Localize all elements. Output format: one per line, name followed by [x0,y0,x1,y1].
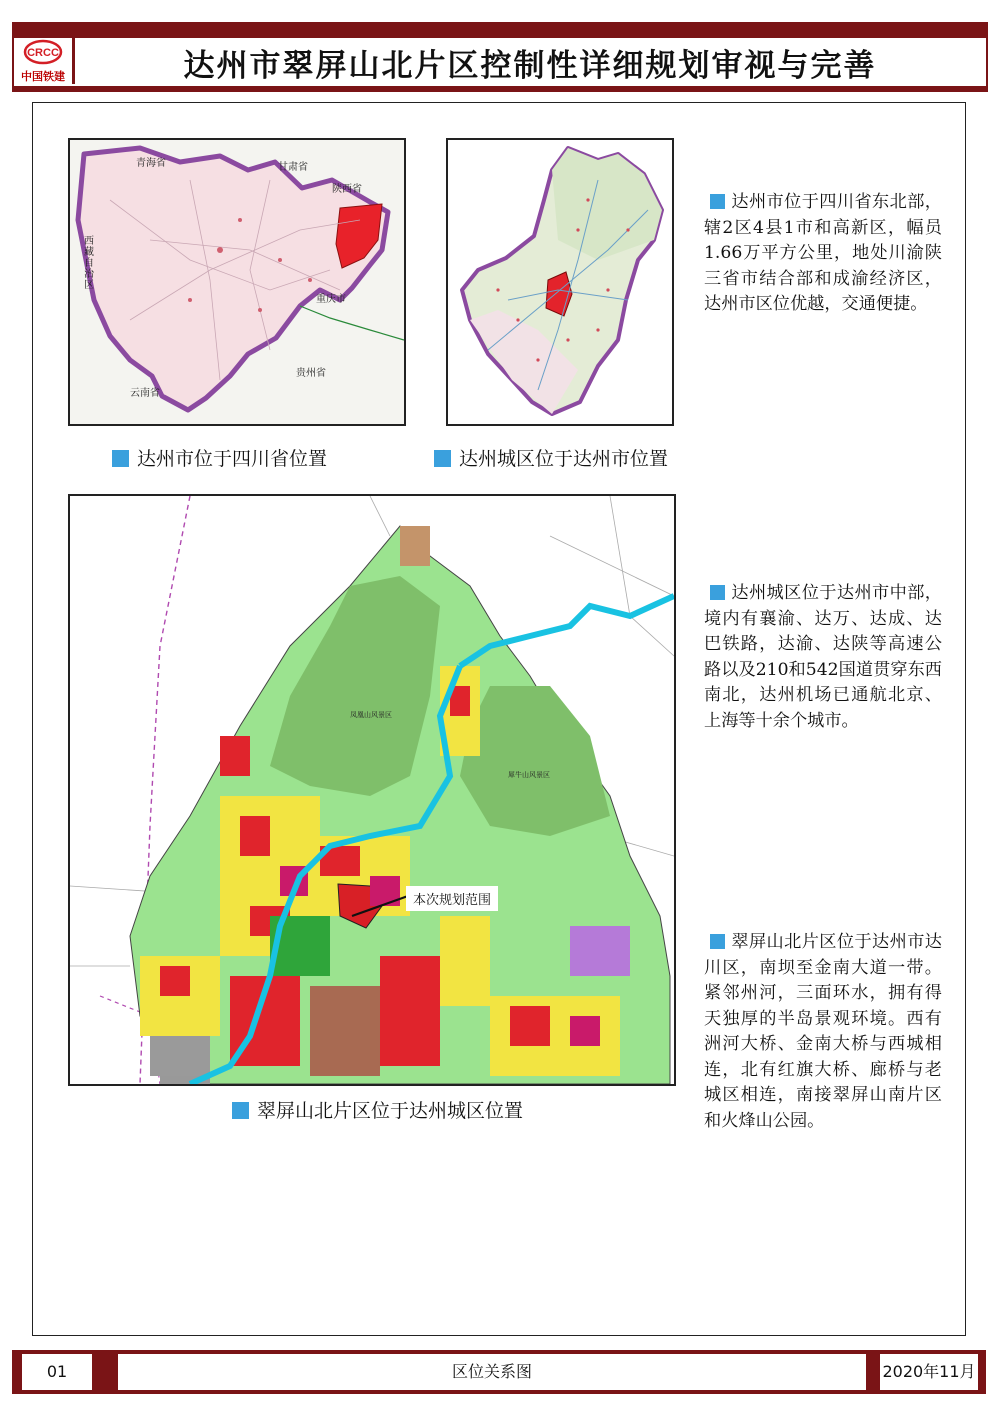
bullet-square-icon [710,585,725,600]
footer-page-number: 01 [22,1354,92,1390]
district-map[interactable] [68,494,676,1086]
district-map-graphic [70,496,674,1084]
paragraph-cuipingshan-location [704,930,942,1134]
label-fenghuang: 凤凰山风景区 [350,711,392,719]
caption-city-text: 达州城区位于达州市位置 [459,448,669,470]
label-yunnan: 云南省 [130,388,160,399]
paragraph-text: 达州市位于四川省东北部，辖2区4县1市和高新区，幅员1.66万平方公里，地处川渝陕三省市结合部和成渝经济区，达州市区位优越，交通便捷。 [704,192,942,314]
label-chongqing: 重庆市 [316,294,346,305]
city-map-graphic [448,140,672,424]
header-top-bar [12,22,986,38]
planning-area-callout: 本次规划范围 [406,886,498,911]
caption-district-text: 翠屏山北片区位于达州城区位置 [257,1100,524,1122]
caption-province [112,444,327,471]
footer-sheet-title: 区位关系图 [118,1354,866,1390]
city-map[interactable] [446,138,674,426]
caption-district [232,1096,523,1123]
header-underline [12,86,986,90]
paragraph-text: 翠屏山北片区位于达州市达川区，南坝至金南大道一带。紧邻州河，三面环水，拥有得天独厚的半岛景观环境。西有洲河大桥、金南大桥与西城相连，北有红旗大桥、廊桥与老城区相连，南接翠屏山南片区和火烽山公园。 [704,932,942,1131]
label-xiniu: 犀牛山风景区 [508,771,550,779]
province-map[interactable] [68,138,406,426]
bullet-square-icon [112,450,129,467]
bullet-square-icon [710,934,725,949]
bullet-square-icon [232,1102,249,1119]
label-gansu: 甘肃省 [278,162,308,173]
page-title: 达州市翠屏山北片区控制性详细规划审视与完善 [183,48,877,84]
svg-text:CRCC: CRCC [27,47,59,59]
footer-date: 2020年11月 [880,1354,978,1390]
paragraph-text: 达州城区位于达州市中部，境内有襄渝、达万、达成、达巴铁路，达渝、达陕等高速公路以及210和542国道贯穿东西南北，达州机场已通航北京、上海等十余个城市。 [704,583,942,731]
label-xizang: 西藏自治区 [84,236,94,291]
bullet-square-icon [434,450,451,467]
paragraph-urban-location [704,581,942,734]
label-guizhou: 贵州省 [296,368,326,379]
crcc-logo-icon [23,38,63,66]
label-qinghai: 青海省 [136,158,166,169]
paragraph-dazhou-location [704,190,942,318]
logo-text: 中国铁建 [21,70,65,83]
bullet-square-icon [710,194,725,209]
label-shaanxi: 陕西省 [332,184,362,195]
caption-province-text: 达州市位于四川省位置 [137,448,328,470]
caption-city [434,444,668,471]
